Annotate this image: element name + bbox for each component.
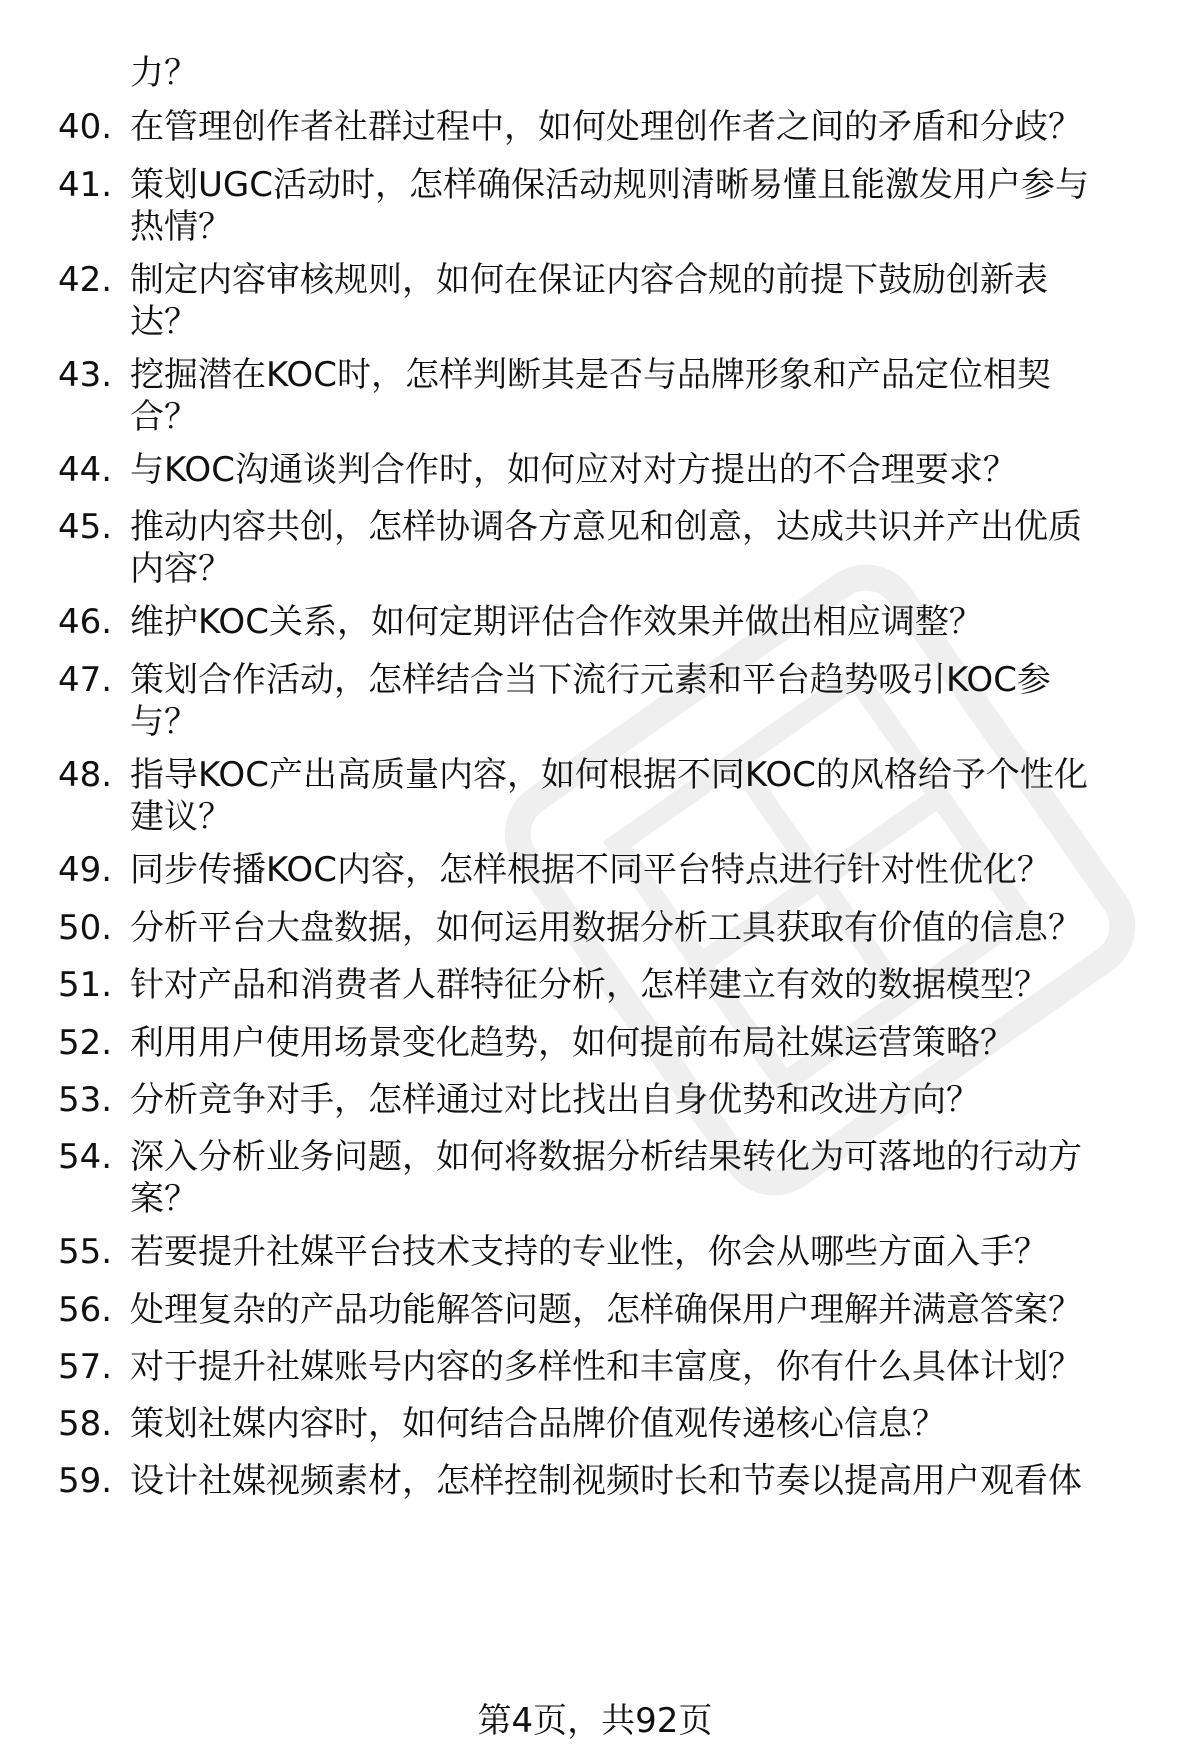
question-number: 43.	[58, 355, 113, 395]
question-text: 推动内容共创，怎样协调各方意见和创意，达成共识并产出优质 内容？	[130, 507, 1082, 589]
question-text: 制定内容审核规则，如何在保证内容合规的前提下鼓励创新表 达？	[130, 260, 1048, 342]
question-number: 42.	[58, 260, 113, 300]
question-number: 52.	[58, 1023, 113, 1063]
page-footer: 第4页，共92页	[477, 1701, 713, 1741]
question-text: 策划UGC活动时，怎样确保活动规则清晰易懂且能激发用户参与 热情？	[130, 165, 1089, 247]
question-text: 对于提升社媒账号内容的多样性和丰富度，你有什么具体计划？	[130, 1347, 1082, 1387]
question-text: 若要提升社媒平台技术支持的专业性，你会从哪些方面入手？	[130, 1232, 1048, 1272]
question-number: 55.	[58, 1232, 113, 1272]
question-number: 59.	[58, 1461, 113, 1501]
question-number: 53.	[58, 1080, 113, 1120]
question-number: 56.	[58, 1290, 113, 1330]
question-number: 47.	[58, 660, 113, 700]
question-text: 挖掘潜在KOC时，怎样判断其是否与品牌形象和产品定位相契 合？	[130, 355, 1051, 437]
continuation-text: 力？	[130, 53, 198, 93]
question-number: 57.	[58, 1347, 113, 1387]
question-text: 在管理创作者社群过程中，如何处理创作者之间的矛盾和分歧？	[130, 107, 1082, 147]
question-text: 针对产品和消费者人群特征分析，怎样建立有效的数据模型？	[130, 965, 1048, 1005]
question-number: 44.	[58, 450, 113, 490]
question-number: 48.	[58, 755, 113, 795]
question-number: 58.	[58, 1404, 113, 1444]
question-number: 51.	[58, 965, 113, 1005]
question-text: 处理复杂的产品功能解答问题，怎样确保用户理解并满意答案？	[130, 1290, 1082, 1330]
question-text: 分析平台大盘数据，如何运用数据分析工具获取有价值的信息？	[130, 908, 1082, 948]
question-text: 分析竞争对手，怎样通过对比找出自身优势和改进方向？	[130, 1080, 980, 1120]
question-text: 维护KOC关系，如何定期评估合作效果并做出相应调整？	[130, 602, 983, 642]
question-text: 策划合作活动，怎样结合当下流行元素和平台趋势吸引KOC参 与？	[130, 660, 1051, 742]
question-number: 54.	[58, 1137, 113, 1177]
question-number: 49.	[58, 850, 113, 890]
question-text: 策划社媒内容时，如何结合品牌价值观传递核心信息？	[130, 1404, 946, 1444]
question-number: 46.	[58, 602, 113, 642]
question-text: 同步传播KOC内容，怎样根据不同平台特点进行针对性优化？	[130, 850, 1051, 890]
question-text: 设计社媒视频素材，怎样控制视频时长和节奏以提高用户观看体	[130, 1461, 1082, 1501]
question-text: 与KOC沟通谈判合作时，如何应对对方提出的不合理要求？	[130, 450, 1017, 490]
question-number: 45.	[58, 507, 113, 547]
question-text: 深入分析业务问题，如何将数据分析结果转化为可落地的行动方 案？	[130, 1137, 1082, 1219]
question-number: 41.	[58, 165, 113, 205]
question-number: 40.	[58, 107, 113, 147]
question-text: 指导KOC产出高质量内容，如何根据不同KOC的风格给予个性化 建议？	[130, 755, 1088, 837]
question-text: 利用用户使用场景变化趋势，如何提前布局社媒运营策略？	[130, 1023, 1014, 1063]
question-number: 50.	[58, 908, 113, 948]
